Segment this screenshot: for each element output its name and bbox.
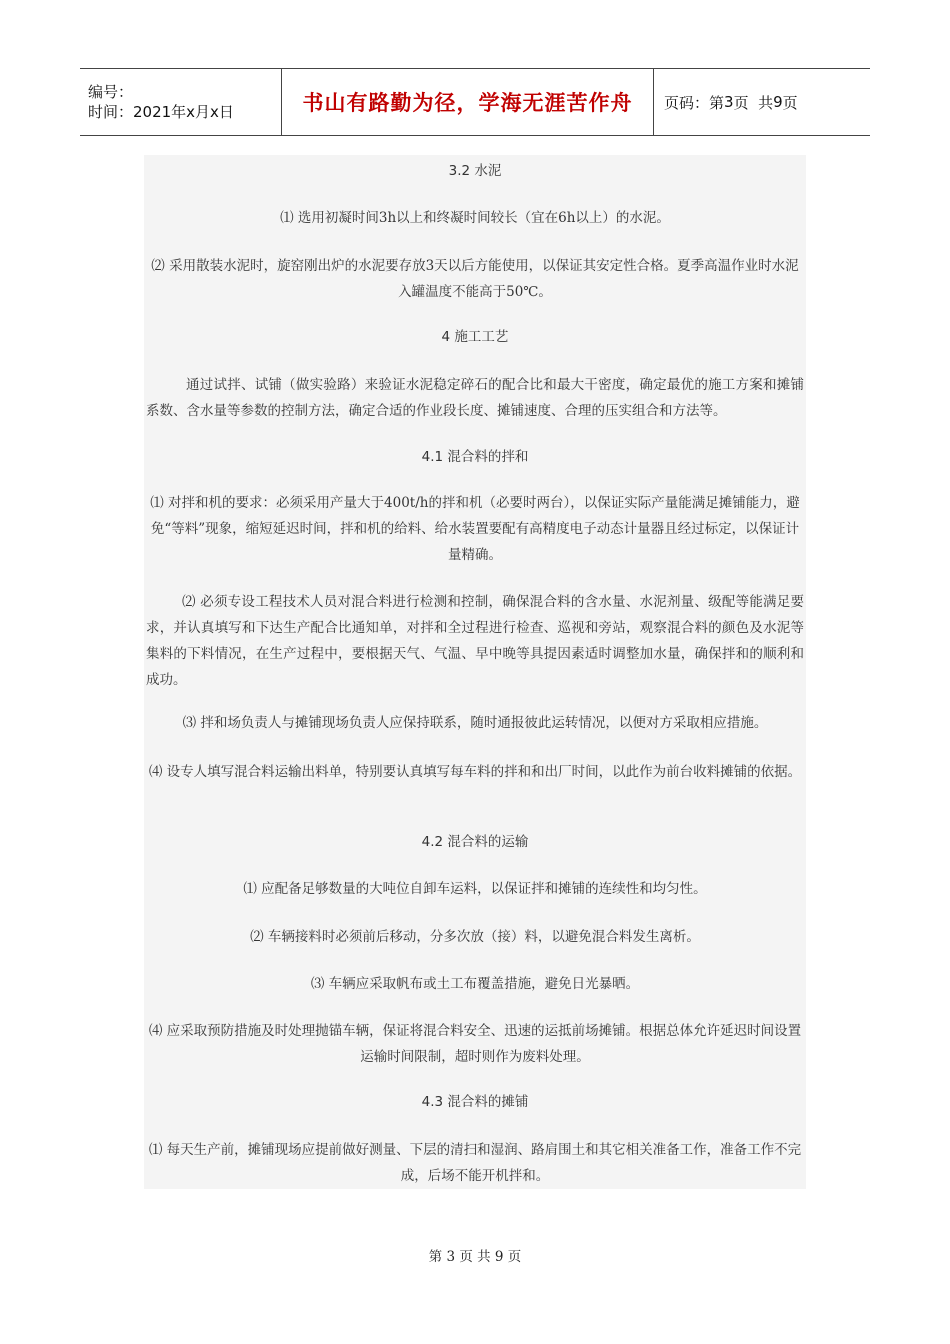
page-total: 9 <box>773 93 783 111</box>
paragraph: ⑵ 必须专设工程技术人员对混合料进行检测和控制，确保混合料的含水量、水泥剂量、级配等能满足要求，并认真填写和下达生产配合比通知单，对拌和全过程进行检查、巡视和旁站，观察混合料的颜色及水泥等集料的下料情况，在生产过程中，要根据天气、气温、早中晚等具提因素适时调整加水量，确保拌和的顺利和成功。 <box>146 594 804 688</box>
header-motto <box>282 69 654 135</box>
paragraph: ⑴ 应配备足够数量的大吨位自卸车运料，以保证拌和摊铺的连续性和均匀性。 <box>243 881 707 897</box>
paragraph: ⑶ 车辆应采取帆布或土工布覆盖措施，避免日光暴晒。 <box>310 976 640 992</box>
paragraph: ⑷ 设专人填写混合料运输出料单，特别要认真填写每车料的拌和和出厂时间，以此作为前台收料摊铺的依据。 <box>148 764 802 780</box>
paragraph: ⑵ 车辆接料时必须前后移动，分多次放（接）料，以避免混合料发生离析。 <box>250 929 700 945</box>
section-heading-4: 4 施工工艺 <box>441 329 509 345</box>
page-suffix: 页 <box>782 93 798 112</box>
paragraph: ⑵ 采用散装水泥时，旋窑刚出炉的水泥要存放3天以后方能使用，以保证其安定性合格。夏季高温作业时水泥入罐温度不能高于50℃。 <box>151 258 799 300</box>
page-header <box>80 68 870 136</box>
paragraph: ⑷ 应采取预防措施及时处理抛锚车辆，保证将混合料安全、迅速的运抵前场摊铺。根据总体允许延迟时间设置运输时间限制，超时则作为废料处理。 <box>148 1023 802 1065</box>
section-heading-4-3: 4.3 混合料的摊铺 <box>421 1094 529 1110</box>
page-prefix: 页码：第 <box>664 93 725 112</box>
section-heading-4-2: 4.2 混合料的运输 <box>421 834 529 850</box>
header-page-number <box>654 69 870 135</box>
motto-text: 书山有路勤为径，学海无涯苦作舟 <box>302 91 633 115</box>
paragraph: 通过试拌、试铺（做实验路）来验证水泥稳定碎石的配合比和最大干密度，确定最优的施工方案和摊铺系数、含水量等参数的控制方法，确定合适的作业段长度、摊铺速度、合理的压实组合和方法等。 <box>146 377 804 419</box>
paragraph: ⑴ 对拌和机的要求：必须采用产量大于400t/h的拌和机（必要时两台），以保证实际产量能满足摊铺能力，避免“等料”现象，缩短延迟时间，拌和机的给料、给水装置要配有高精度电子动态计量器且经过标定，以保证计量精确。 <box>150 495 800 563</box>
paragraph: ⑴ 选用初凝时间3h以上和终凝时间较长（宜在6h以上）的水泥。 <box>280 210 670 226</box>
paragraph: ⑴ 每天生产前，摊铺现场应提前做好测量、下层的清扫和湿润、路肩围土和其它相关准备工作，准备工作不完成，后场不能开机拌和。 <box>148 1142 802 1184</box>
document-date: 时间：2021年x月x日 <box>88 103 234 121</box>
section-heading-4-1: 4.1 混合料的拌和 <box>421 449 529 465</box>
paragraph: ⑶ 拌和场负责人与摊铺现场负责人应保持联系，随时通报彼此运转情况，以便对方采取相应措施。 <box>182 715 768 731</box>
page-middle: 页 共 <box>733 93 774 112</box>
header-meta <box>80 69 282 135</box>
document-number-label: 编号： <box>88 83 134 101</box>
document-body <box>144 155 806 1189</box>
section-heading-3-2: 3.2 水泥 <box>448 163 502 179</box>
page-current: 3 <box>724 93 734 111</box>
page-footer: 第 3 页 共 9 页 <box>428 1249 522 1265</box>
